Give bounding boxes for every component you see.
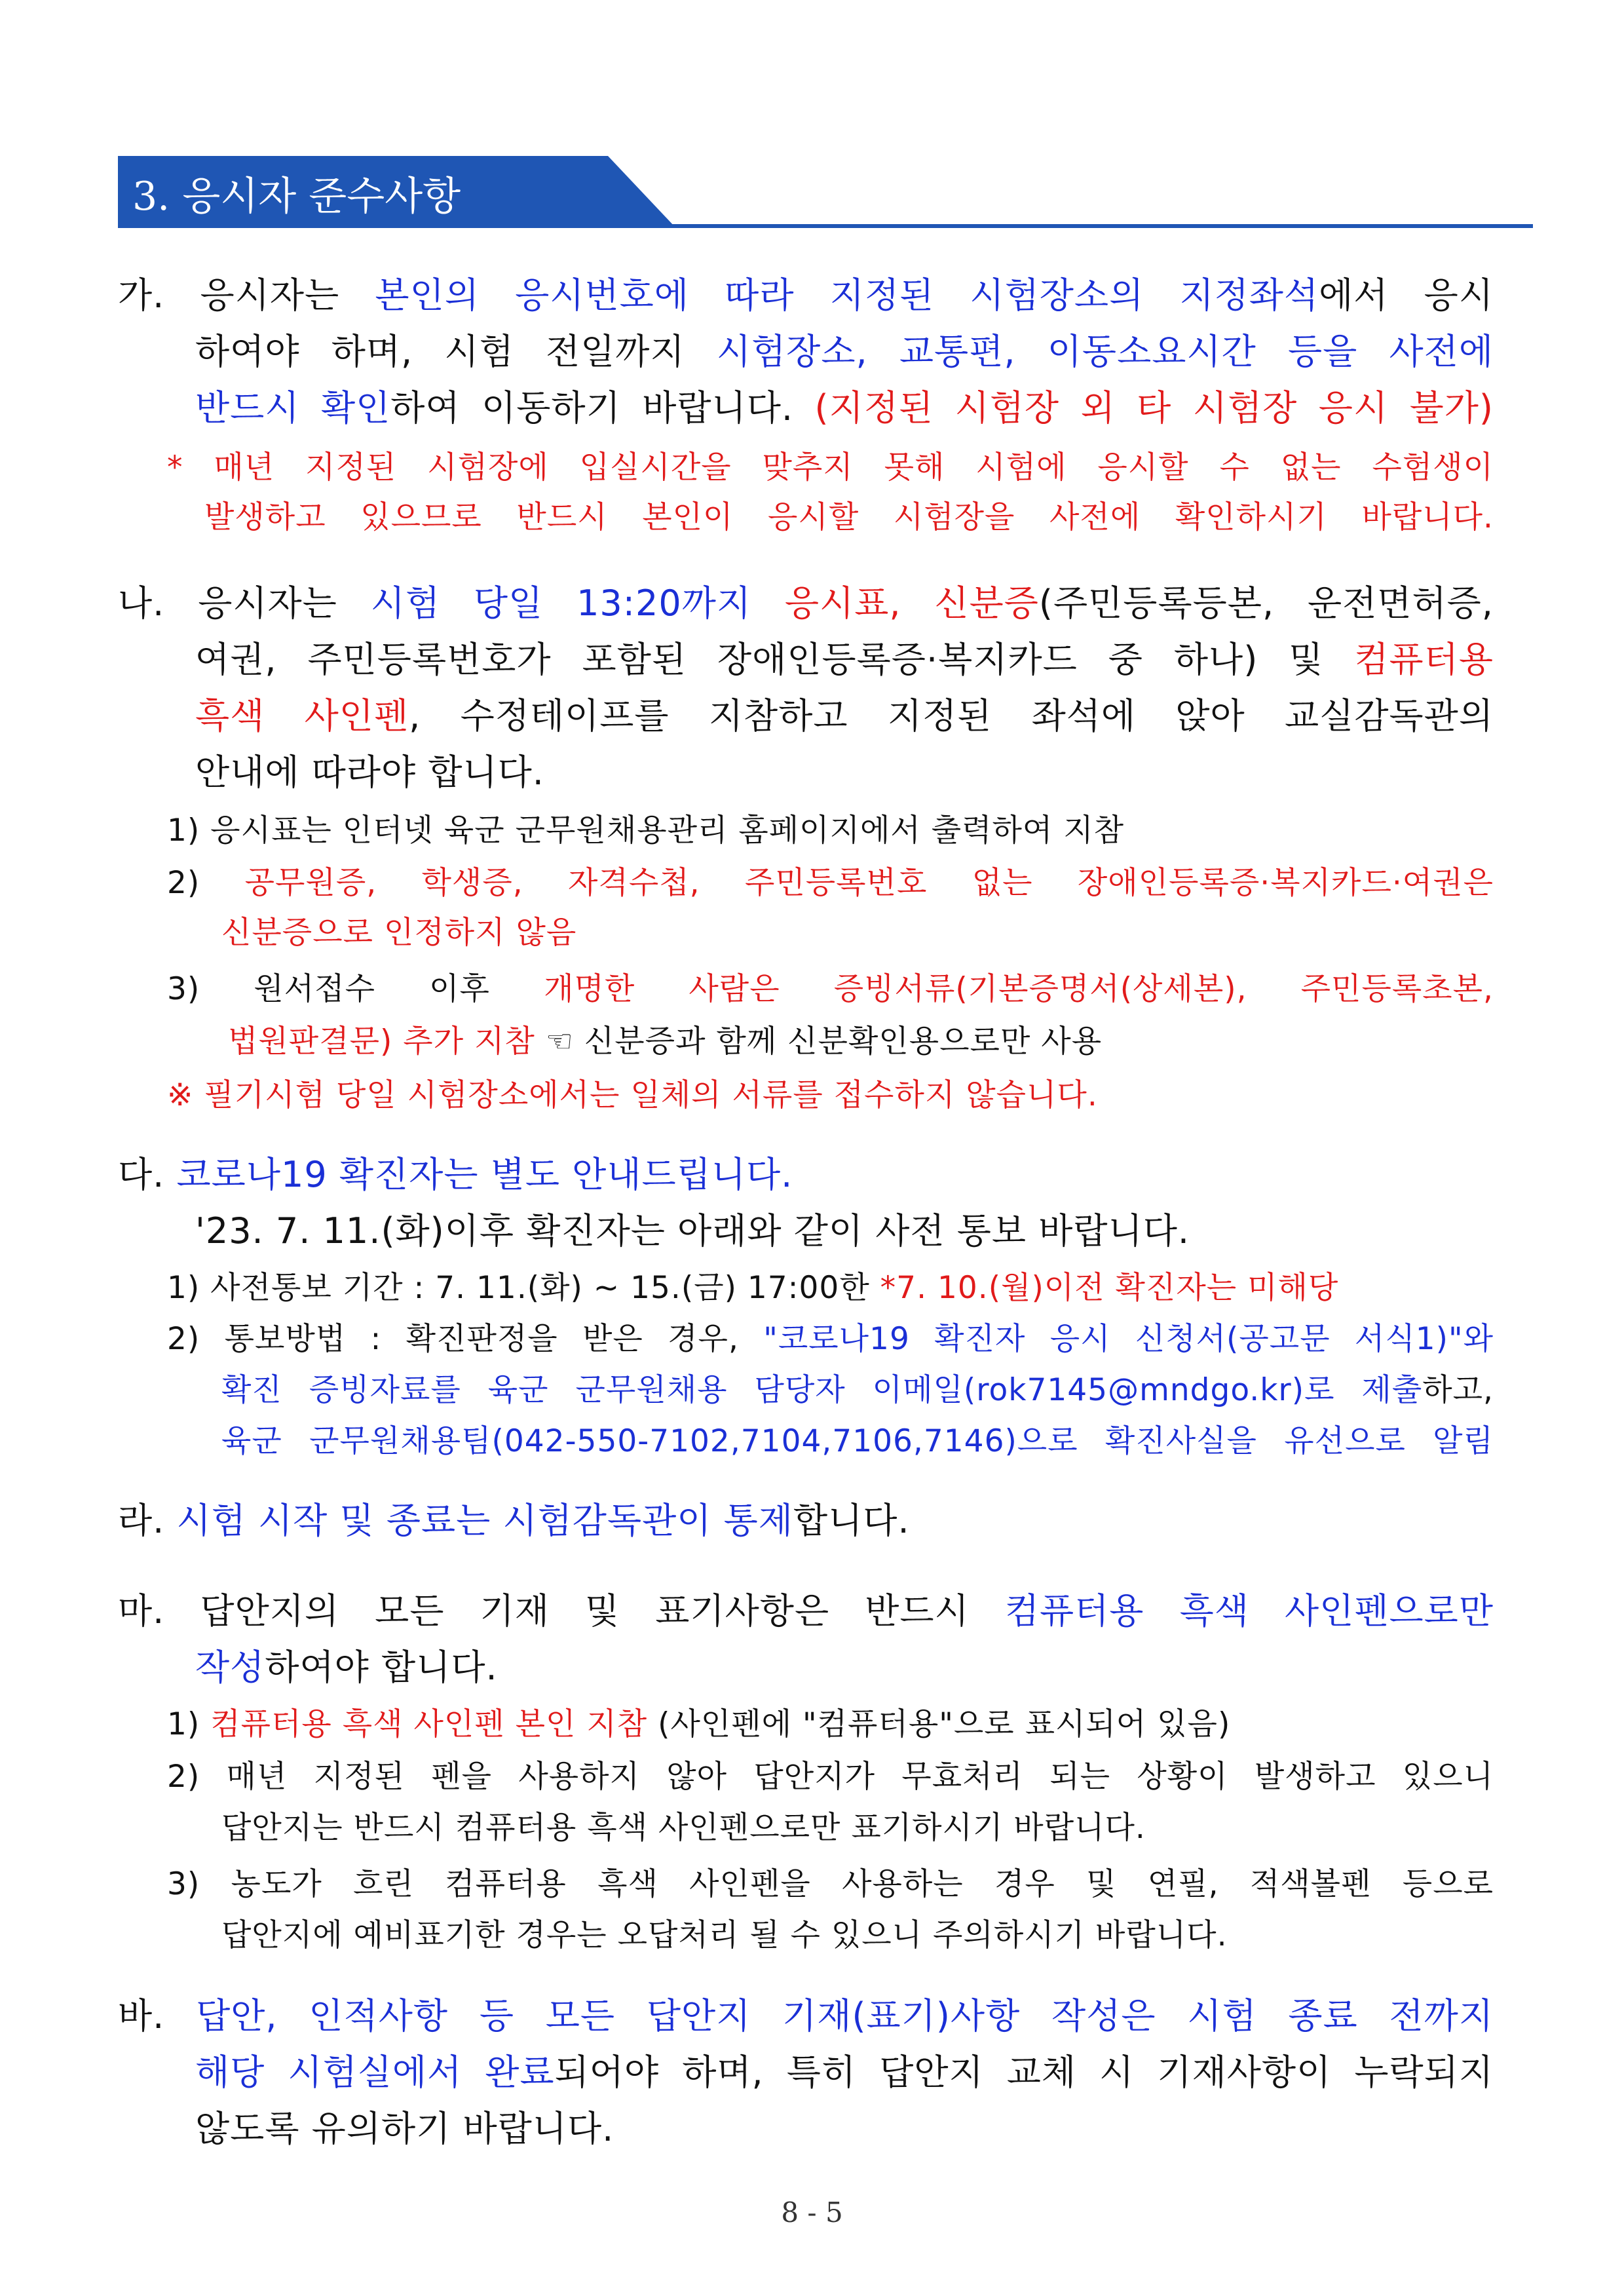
na-sub-2-cont: 신분증으로 인정하지 않음 [221,915,577,951]
ga-line-2: 하여야 하며, 시험 전일까지 시험장소, 교통편, 이동소요시간 등을 사전에 [195,331,1494,372]
da-sub-2-cont-2: 육군 군무원채용팀(042-550-7102,7104,7106,7146)으로 확진사실을 유선으로 알림 [221,1423,1494,1459]
page-number: 8 - 5 [781,2196,843,2229]
da-sub-1: 1) 사전통보 기간 : 7. 11.(화) ~ 15.(금) 17:00한 *7. 10.(월)이전 확진자는 미해당 [167,1270,1339,1306]
ba-line-1: 바. 답안, 인적사항 등 모든 답안지 기재(표기)사항 작성은 시험 종료 전까지 [118,1995,1494,2037]
ma-sub-1: 1) 컴퓨터용 흑색 사인펜 본인 지참 (사인펜에 "컴퓨터용"으로 표시되어 있음) [167,1706,1231,1742]
na-line-2: 여권, 주민등록번호가 포함된 장애인등록증·복지카드 중 하나) 및 컴퓨터용 [195,639,1494,680]
na-line-1: 나. 응시자는 시험 당일 13:20까지 응시표, 신분증(주민등록등본, 운전면허증, [118,583,1494,624]
ma-sub-2-cont: 답안지는 반드시 컴퓨터용 흑색 사인펜으로만 표기하시기 바랍니다. [221,1810,1146,1846]
na-line-3: 흑색 사인펜, 수정테이프를 지참하고 지정된 좌석에 앉아 교실감독관의 [195,695,1494,737]
ba-line-2: 해당 시험실에서 완료되어야 하며, 특히 답안지 교체 시 기재사항이 누락되지 [195,2052,1494,2093]
da-sub-2-cont-1: 확진 증빙자료를 육군 군무원채용 담당자 이메일(rok7145@mndgo.kr)로 제출하고, [221,1372,1494,1408]
na-sub-2: 2) 공무원증, 학생증, 자격수첩, 주민등록번호 없는 장애인등록증·복지카드·여권은 [167,865,1494,901]
ba-line-3: 않도록 유의하기 바랍니다. [195,2108,614,2149]
ga-note-2: 발생하고 있으므로 반드시 본인이 응시할 시험장을 사전에 확인하시기 바랍니다. [204,499,1494,535]
na-sub-1: 1) 응시표는 인터넷 육군 군무원채용관리 홈페이지에서 출력하여 지참 [167,813,1125,849]
section-underline [118,224,1533,228]
ma-sub-3-cont: 답안지에 예비표기한 경우는 오답처리 될 수 있으니 주의하시기 바랍니다. [221,1917,1228,1953]
ma-line-1: 마. 답안지의 모든 기재 및 표기사항은 반드시 컴퓨터용 흑색 사인펜으로만 [118,1590,1494,1632]
section-header [118,156,1533,233]
na-sub-3: 3) 원서접수 이후 개명한 사람은 증빙서류(기본증명서(상세본), 주민등록초본, [167,971,1494,1007]
ga-note-1: * 매년 지정된 시험장에 입실시간을 맞추지 못해 시험에 응시할 수 없는 수험생이 [167,450,1494,486]
ma-line-2: 작성하여야 합니다. [195,1647,498,1688]
section-title: 3. 응시자 준수사항 [132,174,461,220]
ga-line-3: 반드시 확인하여 이동하기 바랍니다. (지정된 시험장 외 타 시험장 응시 불가) [195,387,1494,429]
ma-sub-2: 2) 매년 지정된 펜을 사용하지 않아 답안지가 무효처리 되는 상황이 발생하고 있으니 [167,1759,1494,1795]
item-ra: 라. 시험 시작 및 종료는 시험감독관이 통제합니다. [118,1500,910,1541]
na-note: ※ 필기시험 당일 시험장소에서는 일체의 서류를 접수하지 않습니다. [167,1077,1098,1113]
da-line-2: '23. 7. 11.(화)이후 확진자는 아래와 같이 사전 통보 바랍니다. [195,1210,1190,1252]
da-sub-2: 2) 통보방법 : 확진판정을 받은 경우, "코로나19 확진자 응시 신청서(공고문 서식1)"와 [167,1321,1494,1357]
na-line-4: 안내에 따라야 합니다. [195,752,544,793]
da-line-1: 다. 코로나19 확진자는 별도 안내드립니다. [118,1154,793,1195]
ma-sub-3: 3) 농도가 흐린 컴퓨터용 흑색 사인펜을 사용하는 경우 및 연필, 적색볼펜 등으로 [167,1866,1494,1902]
na-sub-3-cont: 법원판결문) 추가 지참 ☜ 신분증과 함께 신분확인용으로만 사용 [228,1024,1103,1060]
ga-line-1: 가. 응시자는 본인의 응시번호에 따라 지정된 시험장소의 지정좌석에서 응시 [118,275,1494,316]
